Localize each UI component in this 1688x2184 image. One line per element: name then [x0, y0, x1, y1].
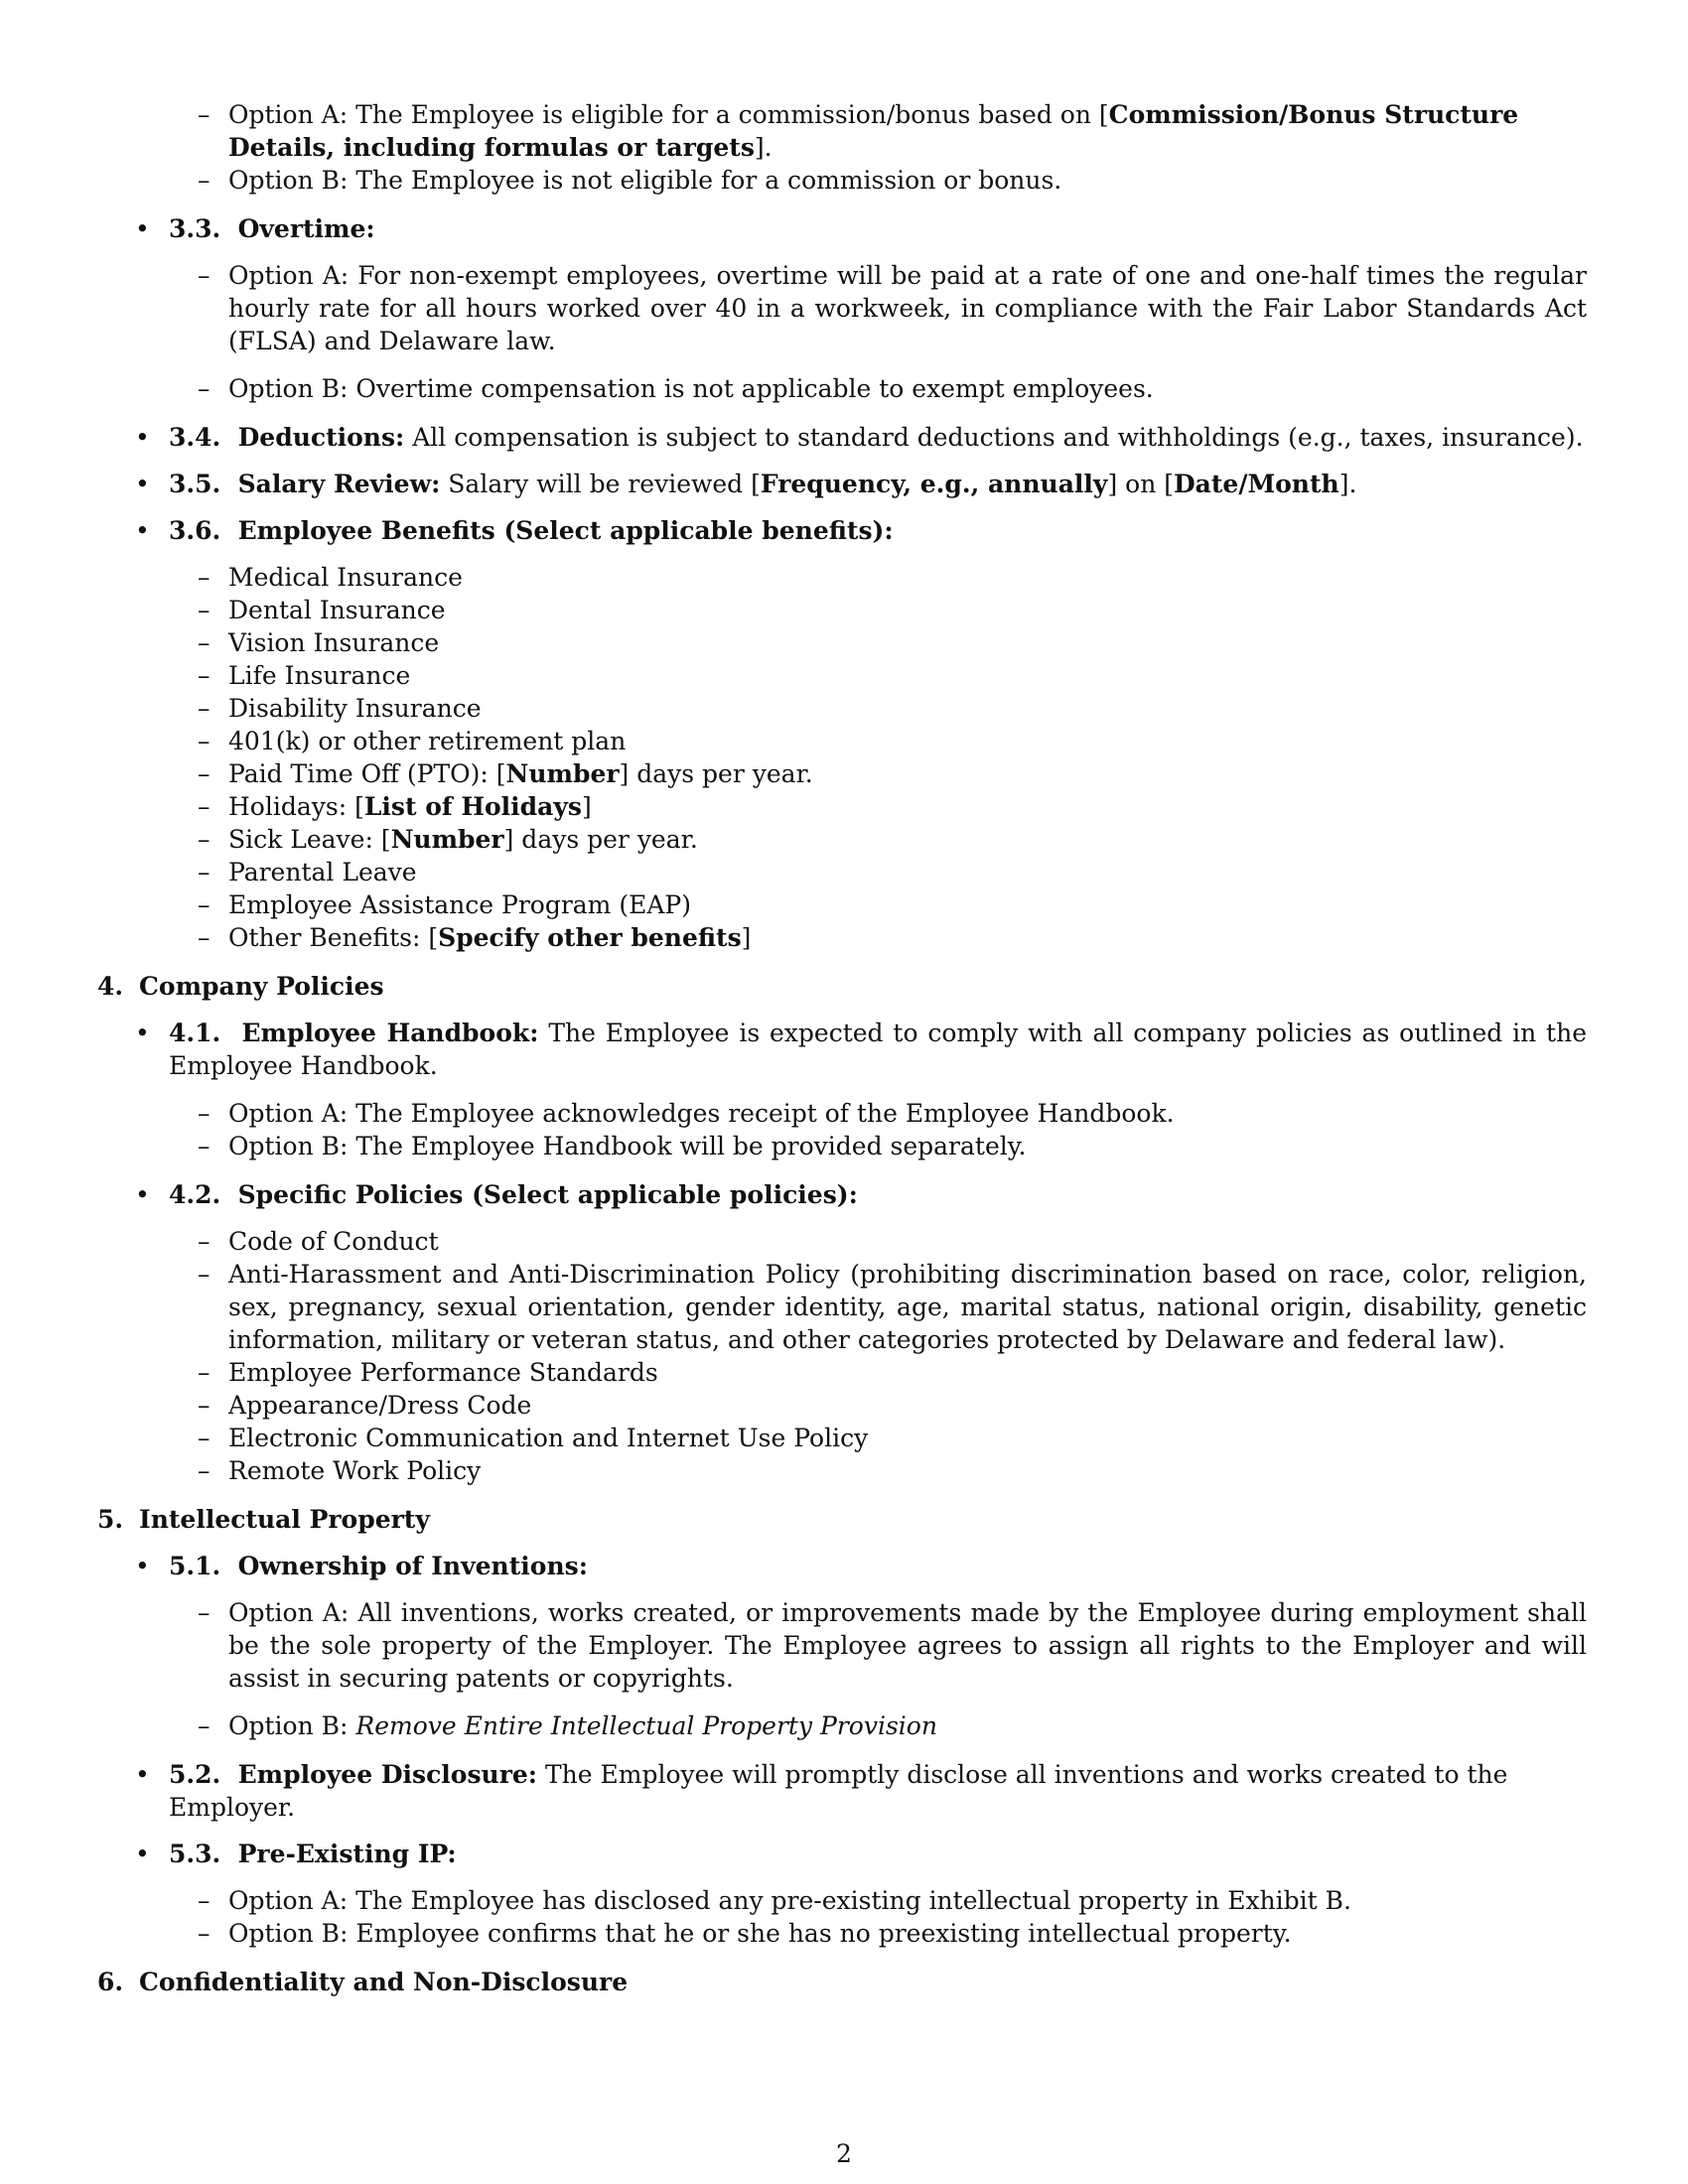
benefit-eap: – Employee Assistance Program (EAP): [198, 890, 691, 919]
clause-5-1: • 5.1. Ownership of Inventions:: [135, 1552, 588, 1580]
handbook-option-a: – Option A: The Employee acknowledges receipt of the Employee Handbook.: [198, 1099, 1175, 1128]
inventions-option-b: – Option B: Remove Entire Intellectual Property Provision: [198, 1711, 937, 1740]
benefit-item: – 401(k) or other retirement plan: [198, 727, 627, 755]
page-number: 2: [836, 2139, 852, 2168]
commission-option-a: – Option A: The Employee is eligible for a commission/bonus based on [Commission/Bonus Structure Details, including formulas or targets].: [198, 100, 1519, 162]
clause-4-2: • 4.2. Specific Policies (Select applicable policies):: [135, 1180, 858, 1209]
benefit-item: – Medical Insurance: [198, 563, 463, 592]
clause-4-1: • 4.1. Employee Handbook: The Employee is expected to comply with all company policies as outlined in the Employee Handbook.: [135, 1019, 1588, 1080]
clause-3-6: • 3.6. Employee Benefits (Select applicable benefits):: [135, 516, 894, 545]
handbook-option-b: – Option B: The Employee Handbook will be provided separately.: [198, 1132, 1027, 1160]
benefit-holidays: – Holidays: [List of Holidays]: [198, 792, 592, 821]
benefit-pto: – Paid Time Off (PTO): [Number] days per year.: [198, 759, 813, 788]
section-4-heading: 4. Company Policies: [97, 972, 384, 1001]
commission-option-b: – Option B: The Employee is not eligible for a commission or bonus.: [198, 166, 1062, 195]
clause-3-3: • 3.3. Overtime:: [135, 214, 375, 243]
clause-3-4: • 3.4. Deductions: All compensation is subject to standard deductions and withholdings (e.g., taxes, insurance).: [135, 423, 1584, 452]
benefit-item: – Dental Insurance: [198, 596, 446, 624]
document-body: [97, 98, 1587, 2012]
clause-5-3: • 5.3. Pre-Existing IP:: [135, 1840, 457, 1868]
overtime-option-b: – Option B: Overtime compensation is not applicable to exempt employees.: [198, 374, 1154, 403]
benefit-sick-leave: – Sick Leave: [Number] days per year.: [198, 825, 698, 854]
policy-item: – Remote Work Policy: [198, 1456, 482, 1485]
benefit-other: – Other Benefits: [Specify other benefits]: [198, 923, 752, 952]
policy-item: – Anti-Harassment and Anti-Discrimination Policy (prohibiting discrimination based on race, color, religion, sex, pregnancy, sexual orientation, gender identity, age, marital status, national origin, disability, genetic information, military or veteran status, and other categories protected by Delaware and federal law).: [198, 1260, 1587, 1354]
benefit-item: – Vision Insurance: [198, 628, 440, 657]
benefit-parental-leave: – Parental Leave: [198, 858, 417, 887]
benefit-item: – Disability Insurance: [198, 694, 482, 723]
benefit-item: – Life Insurance: [198, 661, 411, 690]
overtime-option-a: – Option A: For non-exempt employees, overtime will be paid at a rate of one and one-half times the regular hourly rate for all hours worked over 40 in a workweek, in compliance with the Fair Labor Standards Act (FLSA) and Delaware law.: [198, 261, 1587, 355]
policy-item: – Appearance/Dress Code: [198, 1391, 532, 1420]
policy-item: – Electronic Communication and Internet Use Policy: [198, 1424, 869, 1452]
clause-5-2: • 5.2. Employee Disclosure: The Employee will promptly disclose all inventions and works created to the Employer.: [135, 1760, 1508, 1822]
clause-3-5: • 3.5. Salary Review: Salary will be reviewed [Frequency, e.g., annually] on [Date/Month].: [135, 470, 1357, 498]
pre-existing-ip-option-a: – Option A: The Employee has disclosed any pre-existing intellectual property in Exhibit B.: [198, 1886, 1351, 1915]
policy-item: – Employee Performance Standards: [198, 1358, 658, 1387]
pre-existing-ip-option-b: – Option B: Employee confirms that he or she has no preexisting intellectual property.: [198, 1919, 1292, 1948]
policy-item: – Code of Conduct: [198, 1227, 439, 1256]
section-5-heading: 5. Intellectual Property: [97, 1505, 430, 1534]
section-6-heading: 6. Confidentiality and Non-Disclosure: [97, 1968, 629, 1996]
inventions-option-a: – Option A: All inventions, works created, or improvements made by the Employee during employment shall be the sole property of the Employer. The Employee agrees to assign all rights to the Employer and will assist in securing patents or copyrights.: [198, 1598, 1587, 1693]
